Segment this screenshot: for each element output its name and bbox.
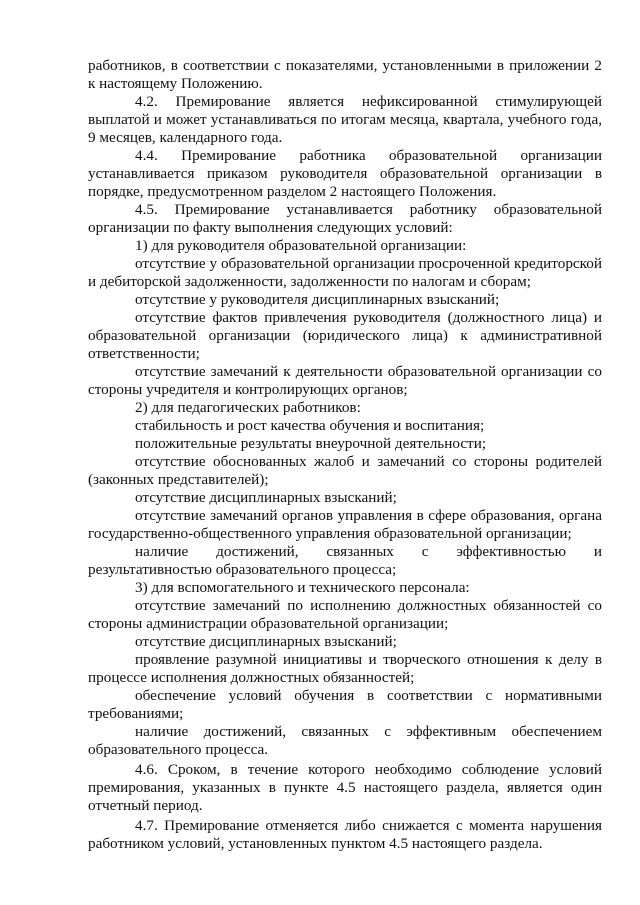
list-item: проявление разумной инициативы и творческого отношения к делу в процессе исполнения должностных обязанностей; <box>88 651 602 686</box>
paragraph-4-6: 4.6. Сроком, в течение которого необходимо соблюдение условий премирования, указанных в пункте 4.5 настоящего раздела, является один отчетный период. <box>88 761 602 814</box>
list-item: стабильность и рост качества обучения и воспитания; <box>135 417 485 434</box>
list-item: отсутствие обоснованных жалоб и замечаний со стороны родителей (законных представителей); <box>88 453 602 488</box>
document-page <box>88 57 602 853</box>
list-item: отсутствие замечаний органов управления в сфере образования, органа государственно-общественного управления образовательной организации; <box>88 507 602 542</box>
list-heading-teachers: 2) для педагогических работников: <box>135 399 361 416</box>
list-item: отсутствие замечаний по исполнению должностных обязанностей со стороны администрации образовательной организации; <box>88 597 602 632</box>
paragraph-4-4: 4.4. Премирование работника образовательной организации устанавливается приказом руководителя образовательной организации в порядке, предусмотренном разделом 2 настоящего Положения. <box>88 147 602 200</box>
list-item: отсутствие у образовательной организации просроченной кредиторской и дебиторской задолженности, задолженности по налогам и сборам; <box>88 255 602 290</box>
list-item: отсутствие дисциплинарных взысканий; <box>135 633 397 650</box>
list-heading-support-staff: 3) для вспомогательного и технического персонала: <box>135 579 470 596</box>
list-item: наличие достижений, связанных с эффективностью и результативностью образовательного процесса; <box>88 543 602 578</box>
list-item: отсутствие дисциплинарных взысканий; <box>135 489 397 506</box>
list-item: наличие достижений, связанных с эффективным обеспечением образовательного процесса. <box>88 723 602 758</box>
paragraph-4-5: 4.5. Премирование устанавливается работнику образовательной организации по факту выполнения следующих условий: <box>88 201 602 236</box>
list-item: отсутствие у руководителя дисциплинарных взысканий; <box>135 291 500 308</box>
paragraph-4-7: 4.7. Премирование отменяется либо снижается с момента нарушения работником условий, установленных пунктом 4.5 настоящего раздела. <box>88 817 602 852</box>
list-item: отсутствие фактов привлечения руководителя (должностного лица) и образовательной организации (юридического лица) к административной ответственности; <box>88 309 602 362</box>
list-heading-managers: 1) для руководителя образовательной организации: <box>135 237 467 254</box>
paragraph-4-2: 4.2. Премирование является нефиксированной стимулирующей выплатой и может устанавливаться по итогам месяца, квартала, учебного года, 9 месяцев, календарного года. <box>88 93 602 146</box>
list-item: обеспечение условий обучения в соответствии с нормативными требованиями; <box>88 687 602 722</box>
paragraph-continuation: работников, в соответствии с показателями, установленными в приложении 2 к настоящему Положению. <box>88 57 602 92</box>
list-item: отсутствие замечаний к деятельности образовательной организации со стороны учредителя и контролирующих органов; <box>88 363 602 398</box>
list-item: положительные результаты внеурочной деятельности; <box>135 435 487 452</box>
